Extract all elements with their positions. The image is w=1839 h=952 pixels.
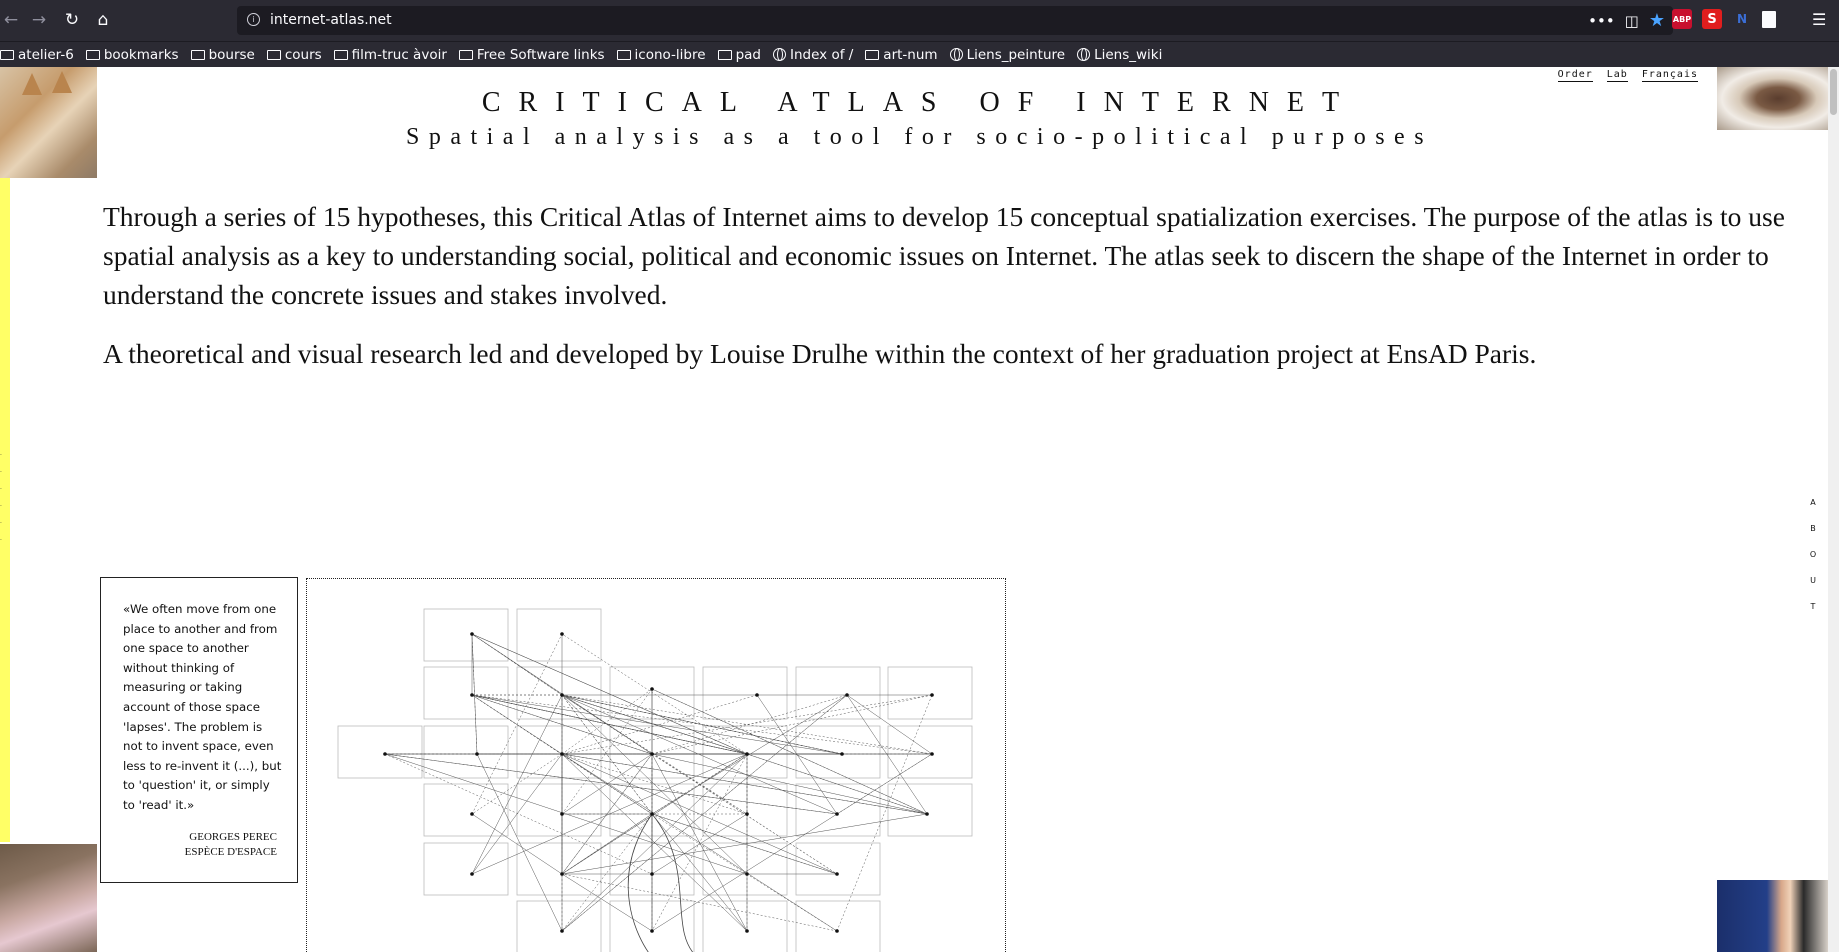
diagram-link	[562, 814, 652, 931]
diagram-node	[925, 812, 929, 816]
diagram-link	[562, 695, 757, 754]
diagram-node	[845, 693, 849, 697]
site-title: CRITICAL ATLAS OF INTERNET	[481, 87, 1358, 118]
diagram-node	[745, 812, 749, 816]
diagram-cell	[703, 784, 787, 836]
bookmark-label: Liens_peinture	[966, 46, 1066, 63]
url-text[interactable]: internet-atlas.net	[270, 12, 392, 28]
diagram-node	[475, 752, 479, 756]
address-bar[interactable]	[237, 6, 1673, 35]
bookmark-item[interactable]	[191, 47, 255, 63]
bookmark-item[interactable]	[617, 47, 706, 63]
diagram-link	[652, 814, 747, 931]
diagram-node	[745, 929, 749, 933]
bookmark-item[interactable]	[86, 47, 179, 63]
bookmark-label: pad	[735, 46, 761, 63]
bookmark-star-icon[interactable]: ★	[1648, 10, 1665, 31]
bookmark-item[interactable]	[773, 47, 853, 63]
bookmark-item[interactable]	[865, 47, 937, 63]
diagram-cell	[424, 726, 508, 778]
diagram-cell	[703, 901, 787, 952]
diagram-node	[650, 812, 654, 816]
bookmark-label: cours	[284, 46, 322, 63]
person-photo	[1717, 880, 1828, 952]
quote-author	[185, 830, 277, 860]
about-letter: A	[1810, 498, 1816, 507]
diagram-node	[560, 812, 564, 816]
diagram-link	[757, 695, 837, 814]
globe-icon	[950, 48, 963, 61]
site-info-icon[interactable]: i	[247, 13, 260, 26]
diagram-link	[562, 695, 747, 814]
folder-icon	[0, 50, 14, 60]
diagram-cell	[338, 726, 422, 778]
diagram-node	[745, 872, 749, 876]
page-scrollbar[interactable]	[1828, 67, 1839, 952]
top-links	[1558, 69, 1698, 82]
folder-icon	[267, 50, 281, 60]
about-tab[interactable]	[1806, 490, 1820, 620]
diagram-link	[652, 689, 927, 814]
diagram-node	[383, 752, 387, 756]
hamburger-menu-icon[interactable]: ☰	[1812, 10, 1827, 29]
folder-icon	[459, 50, 473, 60]
diagram-link	[472, 695, 747, 754]
diagram-cell	[796, 667, 880, 719]
diagram-link	[562, 695, 652, 814]
diagram-link	[477, 754, 562, 931]
bookmark-label: bookmarks	[103, 46, 179, 63]
diagram-cell	[424, 609, 508, 661]
diagram-link	[847, 695, 932, 754]
diagram-link	[385, 754, 747, 874]
diagram-node	[835, 872, 839, 876]
intro-paragraph: A theoretical and visual research led and developed by Louise Drulhe within the context of her graduation project at EnsAD Paris.	[103, 338, 1537, 369]
diagram-cell	[517, 901, 601, 952]
diagram-link	[562, 695, 652, 814]
diagram-link	[562, 695, 747, 754]
about-letter: U	[1810, 576, 1816, 585]
folder-icon	[718, 50, 732, 60]
bookmark-label: film-truc àvoir	[351, 46, 447, 63]
network-diagram-svg	[307, 579, 1005, 952]
intro-text	[103, 197, 1803, 393]
diagram-cell	[703, 843, 787, 895]
diagram-node	[560, 929, 564, 933]
diagram-node	[930, 693, 934, 697]
folder-icon	[334, 50, 348, 60]
network-diagram[interactable]	[306, 578, 1006, 952]
diagram-node	[650, 872, 654, 876]
bookmark-item[interactable]	[950, 47, 1066, 63]
bookmark-item[interactable]	[334, 47, 447, 63]
bookmark-item[interactable]	[267, 47, 322, 63]
diagram-cell	[424, 843, 508, 895]
diagram-curve	[652, 814, 697, 952]
diagram-cell	[703, 667, 787, 719]
globe-icon	[773, 48, 786, 61]
bookmark-label: Free Software links	[476, 46, 605, 63]
adblock-extension-icon[interactable]: ABP	[1672, 9, 1692, 29]
cat-photo	[0, 67, 97, 178]
diagram-node	[560, 752, 564, 756]
sloth-photo	[0, 844, 97, 952]
diagram-curve	[628, 814, 652, 952]
bookmark-label: bourse	[208, 46, 255, 63]
quote-source: ESPÈCE D'ESPACE	[184, 846, 277, 858]
diagram-cell	[796, 726, 880, 778]
folder-icon	[191, 50, 205, 60]
bookmarks-toolbar	[0, 41, 1839, 67]
quote-text: «We often move from one place to another and from one space to another without thinking of measuring or taking account of those space 'lapses'. The problem is not to invent space, even less to re-invent it (...), but to 'question' it, or simply to 'read' it.»	[123, 602, 282, 812]
bookmark-item[interactable]	[1077, 47, 1162, 63]
diagram-cell	[888, 784, 972, 836]
folder-icon	[86, 50, 100, 60]
bookmark-item[interactable]	[459, 47, 605, 63]
diagram-link	[837, 695, 932, 931]
diagram-cell	[796, 901, 880, 952]
pocket-icon[interactable]: ◫	[1624, 11, 1639, 30]
diagram-cell	[517, 784, 601, 836]
diagram-link	[562, 874, 652, 931]
diagram-node	[755, 693, 759, 697]
diagram-node	[650, 929, 654, 933]
page-viewport	[0, 67, 1839, 952]
diagram-link	[562, 695, 747, 874]
browser-toolbar	[0, 0, 1839, 41]
bookmark-label: atelier-6	[18, 46, 74, 63]
diagram-link	[472, 634, 747, 754]
quote-box	[100, 577, 298, 883]
diagram-link	[847, 695, 927, 814]
diagram-node	[840, 752, 844, 756]
bookmark-label: icono-libre	[634, 46, 706, 63]
folder-icon	[865, 50, 879, 60]
forward-icon[interactable]: →	[31, 10, 47, 30]
document-extension-icon[interactable]	[1762, 11, 1776, 28]
diagram-node	[560, 632, 564, 636]
diagram-node	[560, 872, 564, 876]
diagram-node	[650, 687, 654, 691]
diagram-node	[560, 693, 564, 697]
diagram-node	[470, 872, 474, 876]
back-icon[interactable]: ←	[3, 10, 19, 30]
quote-author-name: GEORGES PEREC	[189, 831, 277, 843]
about-letter: O	[1809, 550, 1817, 559]
diagram-cell	[796, 843, 880, 895]
diagram-link	[562, 695, 842, 754]
diagram-node	[835, 812, 839, 816]
globe-icon	[1077, 48, 1090, 61]
about-letter: T	[1810, 602, 1816, 611]
bookmark-label: Liens_wiki	[1094, 46, 1163, 63]
diagram-node	[930, 752, 934, 756]
diagram-cell	[517, 843, 601, 895]
diagram-node	[745, 752, 749, 756]
home-icon[interactable]: ⌂	[97, 10, 109, 30]
scrollbar-thumb[interactable]	[1830, 69, 1837, 115]
diagram-node	[470, 812, 474, 816]
lab-link[interactable]: Lab	[1606, 69, 1628, 80]
diagram-link	[562, 634, 747, 754]
diagram-link	[652, 695, 847, 754]
intro-paragraph: Through a series of 15 hypotheses, this Critical Atlas of Internet aims to develop 15 conceptual spatialization exercises. The purpose of the atlas is to use spatial analysis as a key to understanding social, political and economic issues on Internet. The atlas seek to discern the shape of the Internet in order to understand the concrete issues and stakes involved.	[103, 201, 1785, 310]
diagram-node	[470, 693, 474, 697]
n-extension-icon[interactable]: N	[1736, 12, 1748, 26]
about-letter: B	[1810, 524, 1816, 533]
diagram-cell	[888, 667, 972, 719]
bookmark-label: art-num	[883, 46, 938, 63]
diagram-node	[835, 929, 839, 933]
reload-icon[interactable]: ↻	[64, 10, 80, 30]
bookmark-item[interactable]	[0, 47, 74, 63]
diagram-node	[650, 752, 654, 756]
site-subtitle: Spatial analysis as a tool for socio-political purposes	[405, 124, 1434, 150]
s-extension-icon[interactable]: S	[1702, 9, 1722, 29]
diagram-cell	[517, 609, 601, 661]
diagram-cell	[424, 667, 508, 719]
diagram-link	[562, 695, 652, 814]
order-link[interactable]: Order	[1557, 69, 1593, 80]
diagram-node	[470, 632, 474, 636]
francais-link[interactable]: Français	[1641, 69, 1698, 80]
folder-icon	[617, 50, 631, 60]
page-actions-icon[interactable]: •••	[1588, 11, 1615, 30]
bookmark-label: Index of /	[789, 46, 854, 63]
diagram-cell	[888, 726, 972, 778]
diagram-link	[652, 754, 747, 931]
bookmark-item[interactable]	[718, 47, 761, 63]
left-vertical-menu[interactable]: · · · · · ·	[0, 452, 2, 544]
